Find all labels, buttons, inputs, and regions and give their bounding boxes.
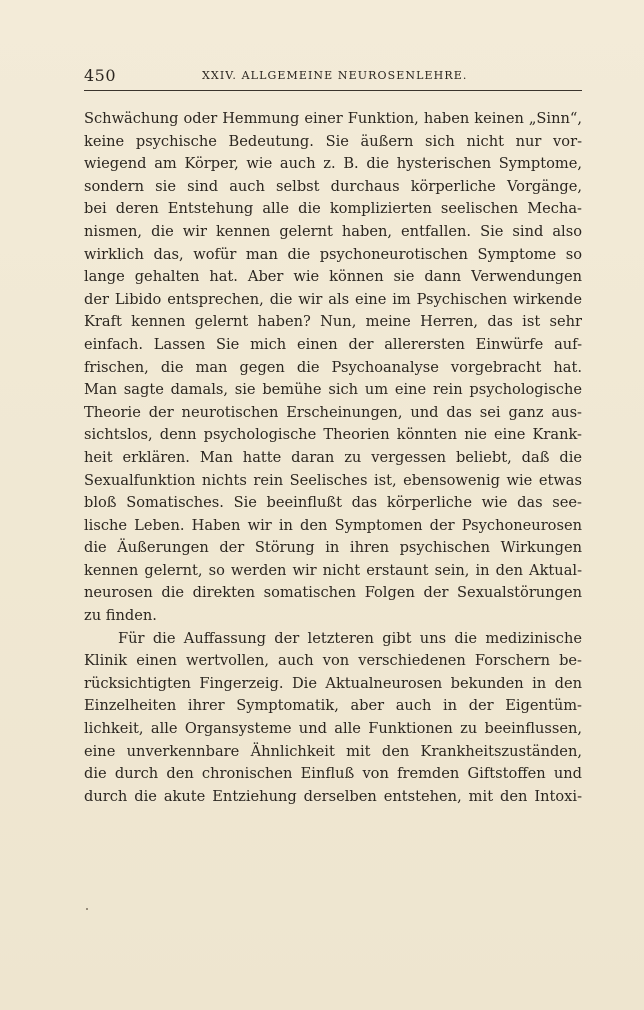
text-line: Theorie der neurotischen Erscheinungen, und das sei ganz aus- [84, 403, 582, 421]
text-line: heit erklären. Man hatte daran zu vergessen beliebt, daß die [84, 448, 582, 466]
text-line: lichkeit, alle Organsysteme und alle Funktionen zu beeinflussen, [84, 720, 582, 738]
page-number: 450 [84, 66, 117, 85]
text-line: wirklich das, wofür man die psychoneurotischen Symptome so [84, 245, 582, 263]
body-text [84, 108, 582, 808]
text-line: Man sagte damals, sie bemühe sich um eine rein psychologische [84, 381, 582, 399]
text-line: lische Leben. Haben wir in den Symptomen der Psychoneurosen [84, 516, 582, 534]
text-line: kennen gelernt, so werden wir nicht erstaunt sein, in den Aktual- [84, 561, 582, 579]
text-line: Einzelheiten ihrer Symptomatik, aber auch in der Eigentüm- [84, 697, 582, 715]
text-line: zu finden. [84, 607, 157, 625]
text-line: Schwächung oder Hemmung einer Funktion, haben keinen „Sinn“, [84, 110, 582, 127]
text-line: die Äußerungen der Störung in ihren psychischen Wirkungen [84, 539, 582, 557]
text-line: nismen, die wir kennen gelernt haben, entfallen. Sie sind also [84, 222, 582, 240]
header-rule [84, 90, 582, 91]
text-line: sichtslos, denn psychologische Theorien könnten nie eine Krank- [84, 426, 582, 444]
text-line: die durch den chronischen Einfluß von fremden Giftstoffen und [84, 765, 582, 783]
text-line: Für die Auffassung der letzteren gibt uns die medizinische [118, 629, 582, 647]
text-line: bloß Somatisches. Sie beeinflußt das körperliche wie das see- [84, 494, 582, 512]
text-line: neurosen die direkten somatischen Folgen der Sexualstörungen [84, 584, 582, 602]
text-line: Klinik einen wertvollen, auch von verschiedenen Forschern be- [84, 652, 582, 670]
text-line: bei deren Entstehung alle die komplizierten seelischen Mecha- [84, 200, 582, 218]
text-line: frischen, die man gegen die Psychoanalyse vorgebracht hat. [84, 358, 582, 376]
paper-speck [86, 908, 88, 910]
text-line: lange gehalten hat. Aber wie können sie dann Verwendungen [84, 268, 582, 286]
text-line: Sexualfunktion nichts rein Seelisches ist, ebensowenig wie etwas [84, 471, 582, 489]
text-line: der Libido entsprechen, die wir als eine im Psychischen wirkende [84, 290, 582, 308]
page-header [84, 66, 582, 88]
text-line: sondern sie sind auch selbst durchaus körperliche Vorgänge, [84, 177, 582, 195]
text-line: einfach. Lassen Sie mich einen der allerersten Einwürfe auf- [84, 335, 582, 353]
text-line: rücksichtigten Fingerzeig. Die Aktualneurosen bekunden in den [84, 674, 582, 692]
running-head: XXIV. ALLGEMEINE NEUROSENLEHRE. [202, 69, 468, 82]
paragraph-2 [84, 628, 582, 809]
text-line: eine unverkennbare Ähnlichkeit mit den Krankheitszuständen, [84, 742, 582, 760]
text-line: wiegend am Körper, wie auch z. B. die hysterischen Symptome, [84, 155, 582, 173]
text-line: keine psychische Bedeutung. Sie äußern sich nicht nur vor- [84, 132, 582, 150]
text-line: durch die akute Entziehung derselben entstehen, mit den Intoxi- [84, 787, 582, 805]
paragraph-1 [84, 108, 582, 628]
text-line: Kraft kennen gelernt haben? Nun, meine Herren, das ist sehr [84, 313, 582, 331]
